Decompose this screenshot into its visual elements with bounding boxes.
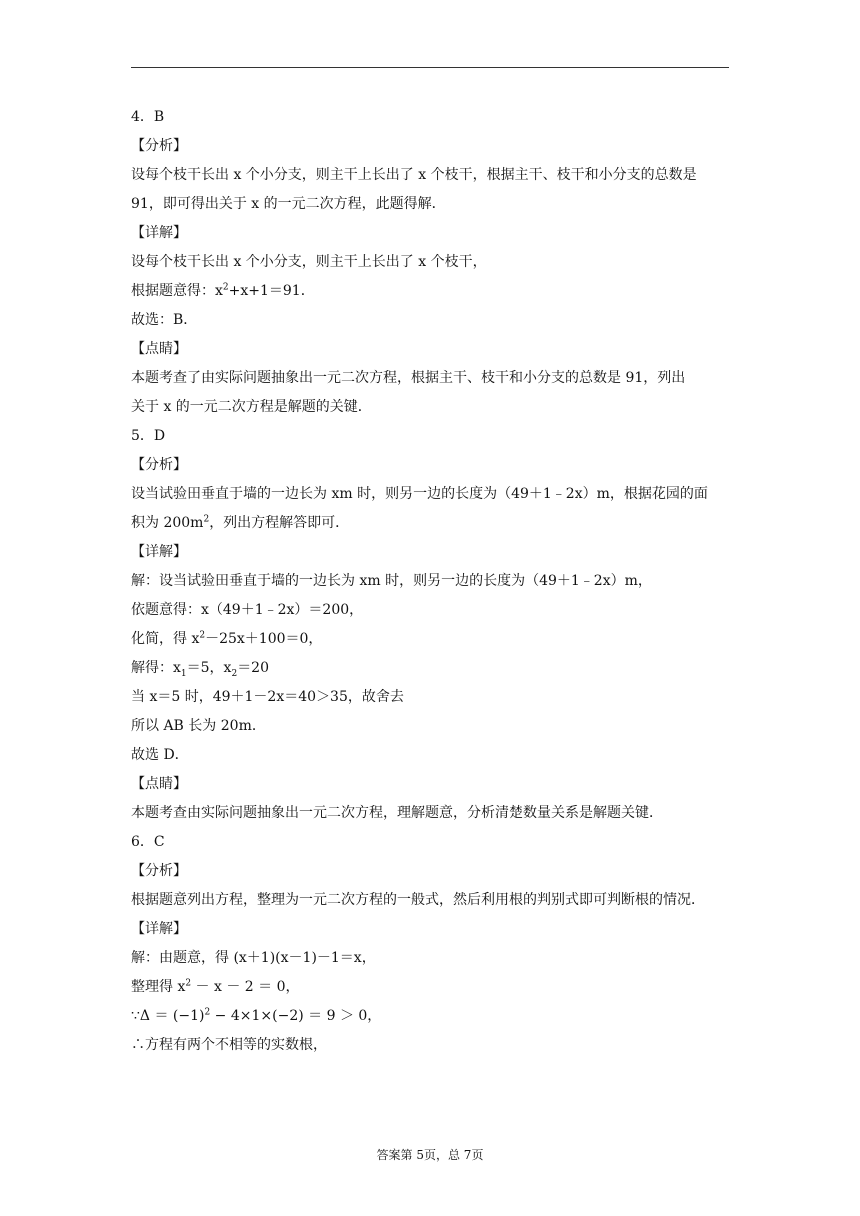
q6-general-form-exponent: 2 bbox=[185, 978, 192, 989]
q4-analysis-tag: 【分析】 bbox=[131, 138, 187, 154]
q5-heading: 5．D bbox=[131, 428, 166, 444]
q5-comment-tag: 【点睛】 bbox=[131, 776, 187, 792]
q4-heading: 4．B bbox=[131, 109, 165, 125]
q5-detail-line-4 bbox=[131, 654, 731, 683]
q5-roots-part-b: ＝5，x bbox=[186, 660, 232, 676]
q5-area-part-a: 积为 200m bbox=[131, 515, 204, 531]
q5-detail-line-7: 故选 D． bbox=[131, 747, 189, 763]
q6-general-form-part-b: － x － 2 ＝ 0， bbox=[191, 979, 300, 995]
q5-detail-line-1: 解：设当试验田垂直于墙的一边长为 xm 时，则另一边的长度为（49＋1﹣2x）m， bbox=[131, 573, 652, 589]
q5-analysis-line-1: 设当试验田垂直于墙的一边长为 xm 时，则另一边的长度为（49＋1﹣2x）m，根据花园的面 bbox=[131, 486, 708, 502]
q6-discriminant-part-b: − 4×1×(−2) ＝ 9 ＞ 0， bbox=[210, 1008, 382, 1024]
header-rule bbox=[131, 67, 729, 68]
answer-content bbox=[131, 103, 731, 1060]
q4-comment-tag: 【点睛】 bbox=[131, 341, 187, 357]
q5-simplify-exponent: 2 bbox=[199, 630, 206, 641]
q5-roots-sub-2: 2 bbox=[231, 668, 238, 679]
q5-detail-line-6: 所以 AB 长为 20m． bbox=[131, 718, 266, 734]
q4-comment-line-1: 本题考查了由实际问题抽象出一元二次方程，根据主干、枝干和小分支的总数是 91，列出 bbox=[131, 370, 686, 386]
q4-detail-tag: 【详解】 bbox=[131, 225, 187, 241]
q5-area-exponent: 2 bbox=[203, 514, 210, 525]
q5-detail-line-3 bbox=[131, 625, 731, 654]
page-footer: 答案第 5页，总 7页 bbox=[376, 1148, 484, 1162]
q6-detail-tag: 【详解】 bbox=[131, 921, 187, 937]
q5-simplify-part-a: 化简，得 x bbox=[131, 631, 200, 647]
q4-equation-part-a: 根据题意得：x bbox=[131, 283, 223, 299]
q5-area-part-b: ，列出方程解答即可． bbox=[209, 515, 350, 531]
q5-comment-line-1: 本题考查由实际问题抽象出一元二次方程，理解题意，分析清楚数量关系是解题关键． bbox=[131, 805, 663, 821]
q4-detail-line-3: 故选：B． bbox=[131, 312, 198, 328]
q6-analysis-line-1: 根据题意列出方程，整理为一元二次方程的一般式，然后利用根的判别式即可判断根的情况． bbox=[131, 892, 705, 908]
q6-analysis-tag: 【分析】 bbox=[131, 863, 187, 879]
q4-detail-line-1: 设每个枝干长出 x 个小分支，则主干上长出了 x 个枝干， bbox=[131, 254, 487, 270]
q6-discriminant-part-a: ∵Δ ＝ (−1) bbox=[131, 1008, 205, 1024]
q6-general-form-part-a: 整理得 x bbox=[131, 979, 186, 995]
q4-equation-part-b: +x+1＝91． bbox=[228, 283, 315, 299]
q6-detail-line-4: ∴方程有两个不相等的实数根， bbox=[131, 1037, 327, 1053]
q4-comment-line-2: 关于 x 的一元二次方程是解题的关键． bbox=[131, 399, 372, 415]
q5-analysis-line-2 bbox=[131, 509, 731, 538]
q6-detail-line-3 bbox=[131, 1002, 731, 1031]
q4-analysis-line-2: 91，即可得出关于 x 的一元二次方程，此题得解． bbox=[131, 196, 446, 212]
q5-roots-sub-1: 1 bbox=[180, 668, 187, 679]
q5-roots-part-a: 解得：x bbox=[131, 660, 181, 676]
q6-detail-line-1: 解：由题意，得 (x＋1)(x－1)－1＝x， bbox=[131, 950, 376, 966]
q4-equation-exponent: 2 bbox=[222, 282, 229, 293]
q6-heading: 6．C bbox=[131, 834, 165, 850]
q5-detail-line-2: 依题意得：x（49＋1﹣2x）＝200， bbox=[131, 602, 364, 618]
q4-analysis-line-1: 设每个枝干长出 x 个小分支，则主干上长出了 x 个枝干，根据主干、枝干和小分支的总数是 bbox=[131, 167, 697, 183]
q5-simplify-part-b: －25x＋100＝0， bbox=[205, 631, 323, 647]
q5-analysis-tag: 【分析】 bbox=[131, 457, 187, 473]
q4-detail-line-2 bbox=[131, 277, 731, 306]
q5-detail-line-5: 当 x＝5 时，49＋1－2x＝40＞35，故舍去 bbox=[131, 689, 404, 705]
q6-discriminant-exponent: 2 bbox=[204, 1007, 211, 1018]
q6-detail-line-2 bbox=[131, 973, 731, 1002]
q5-detail-tag: 【详解】 bbox=[131, 544, 187, 560]
q5-roots-part-c: ＝20 bbox=[237, 660, 270, 676]
